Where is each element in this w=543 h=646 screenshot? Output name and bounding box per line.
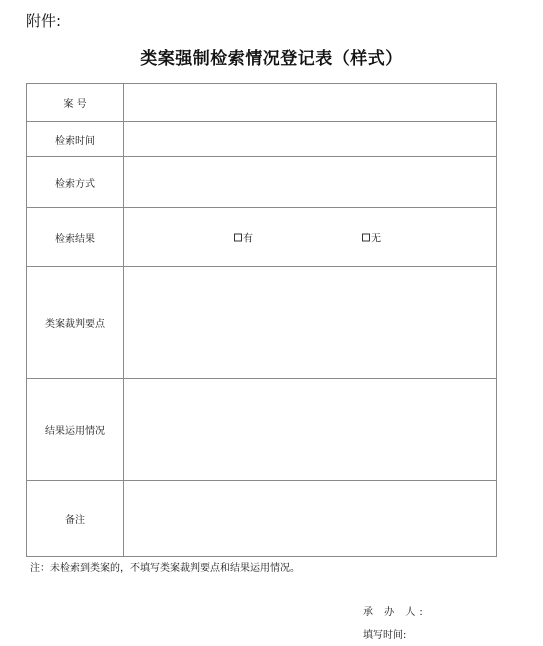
search-method-field[interactable] — [124, 157, 497, 208]
form-title: 类案强制检索情况登记表（样式） — [140, 49, 403, 69]
result-usage-field[interactable] — [124, 379, 497, 481]
case-number-field[interactable] — [124, 84, 497, 122]
remarks-label: 备注 — [27, 481, 124, 557]
registration-form-table — [26, 83, 497, 557]
search-result-label: 检索结果 — [27, 208, 124, 267]
checkbox-icon[interactable] — [234, 233, 242, 241]
search-time-field[interactable] — [124, 122, 497, 157]
search-result-row — [27, 208, 497, 267]
result-option-no-label: 无 — [371, 233, 381, 245]
remarks-row — [27, 481, 497, 557]
result-usage-label: 结果运用情况 — [27, 379, 124, 481]
case-ruling-points-row — [27, 267, 497, 379]
attachment-label: 附件: — [26, 12, 62, 30]
case-number-label: 案 号 — [27, 84, 124, 122]
search-result-field — [124, 208, 497, 267]
result-option-yes[interactable] — [234, 230, 253, 245]
case-ruling-points-label: 类案裁判要点 — [27, 267, 124, 379]
result-option-yes-label: 有 — [243, 233, 253, 245]
footnote: 注：未检索到类案的，不填写类案裁判要点和结果运用情况。 — [30, 563, 300, 574]
search-method-label: 检索方式 — [27, 157, 124, 208]
search-time-label: 检索时间 — [27, 122, 124, 157]
case-number-row — [27, 84, 497, 122]
result-usage-row — [27, 379, 497, 481]
checkbox-icon[interactable] — [362, 233, 370, 241]
case-ruling-points-field[interactable] — [124, 267, 497, 379]
handler-label: 承 办 人: — [363, 607, 427, 618]
fill-time-label: 填写时间: — [363, 630, 407, 641]
result-option-no[interactable] — [362, 230, 381, 245]
search-method-row — [27, 157, 497, 208]
search-time-row — [27, 122, 497, 157]
remarks-field[interactable] — [124, 481, 497, 557]
